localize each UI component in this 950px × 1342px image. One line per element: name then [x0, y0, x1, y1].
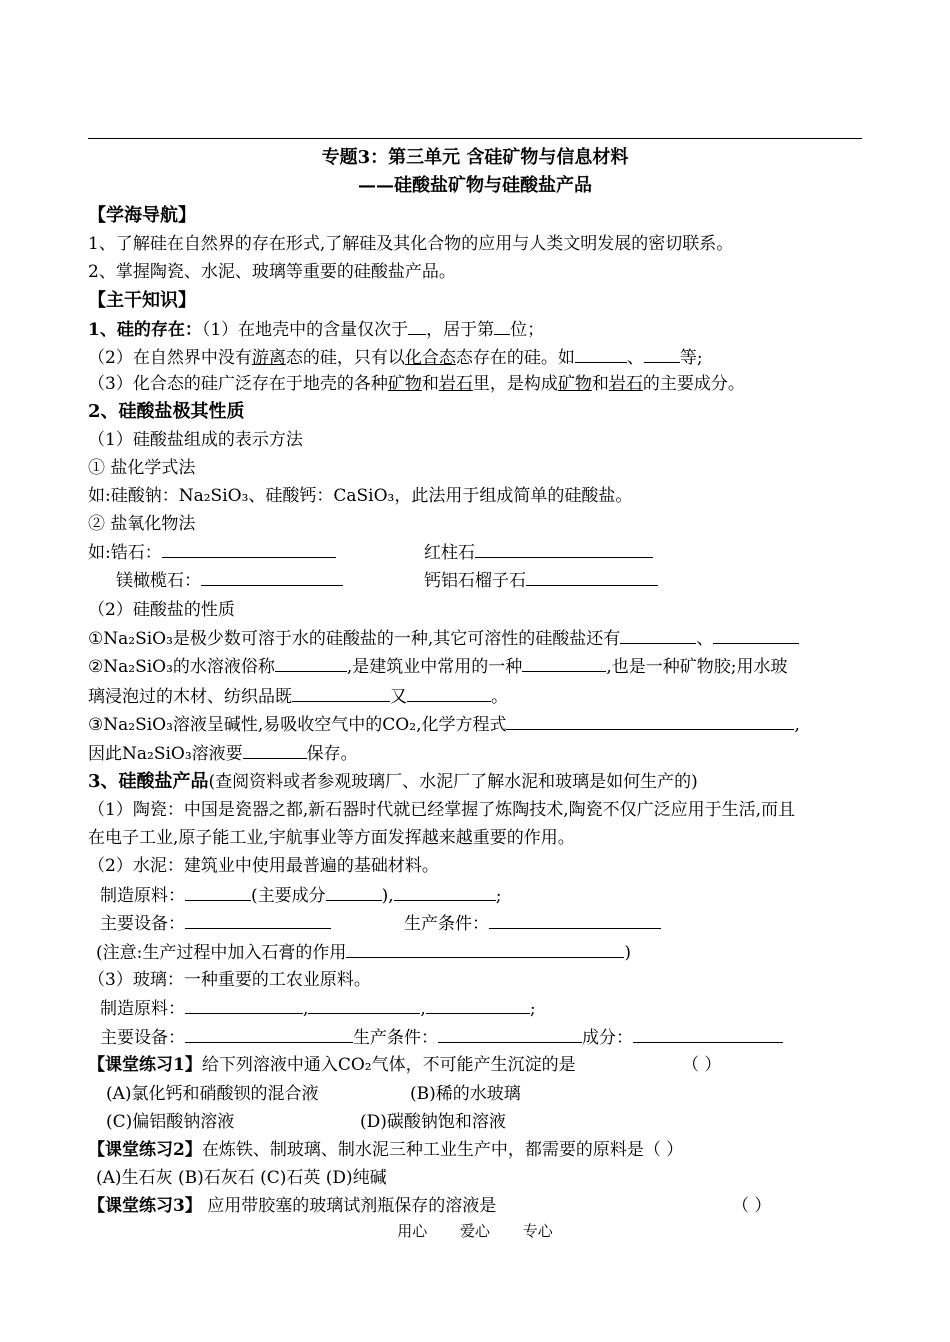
s2-zircon-line [88, 540, 336, 566]
s1-text: 位； [510, 320, 545, 340]
s1-line1 [88, 317, 544, 343]
s3-glass-equip [100, 1025, 783, 1051]
blank [185, 1025, 353, 1043]
s2-example1: 如:硅酸钠：Na₂SiO₃、硅酸钙：CaSiO₃，此法用于组成简单的硅酸盐。 [88, 486, 633, 506]
s2-prop2-cont [88, 684, 508, 710]
blank [185, 911, 331, 929]
nav-heading: 【学海导航】 [88, 205, 196, 226]
exercise-1 [88, 1053, 576, 1079]
blank [275, 654, 347, 672]
s2-olivine: 镁橄榄石： [116, 571, 201, 591]
s1-rock: 岩石 [608, 374, 643, 394]
s2-text: ①Na₂SiO₃是极少数可溶于水的硅酸盐的一种,其它可溶性的硅酸盐还有 [88, 629, 621, 649]
blank [475, 540, 653, 558]
s3-cement: （2）水泥：建筑业中使用最普遍的基础材料。 [88, 856, 439, 876]
s3-ceramic-1: （1）陶瓷：中国是瓷器之都,新石器时代就已经掌握了炼陶技术,陶瓷不仅广泛应用于生活,而且 [88, 800, 796, 820]
s2-text: ,是建筑业中常用的一种 [346, 657, 523, 677]
answer-paren: （ ） [732, 1196, 772, 1216]
s3-gypsum [96, 940, 631, 966]
title-sub: ——硅酸盐矿物与硅酸盐产品 [358, 175, 592, 196]
blank [292, 684, 390, 702]
exercise-question: 给下列溶液中通入CO₂气体，不可能产生沉淀的是 [201, 1055, 576, 1075]
s3-text: 成分： [582, 1028, 633, 1048]
s1-text: （3）化合态的硅广泛存在于地壳的各种 [88, 374, 388, 394]
blank [346, 940, 624, 958]
s2-text: ③Na₂SiO₃溶液呈碱性,易吸收空气中的CO₂,化学方程式 [88, 715, 507, 735]
s1-text: 和 [591, 374, 609, 394]
s2-sub1: （1）硅酸盐组成的表示方法 [88, 430, 303, 450]
s2-text: 。 [491, 687, 508, 707]
blank [438, 1025, 582, 1043]
s3-cement-raw [100, 883, 501, 909]
s3-text: (主要成分 [251, 886, 326, 906]
exercise-3 [88, 1194, 496, 1220]
footer-motto: 用心 爱心 专心 [397, 1222, 553, 1240]
nav-item-1: 1、了解硅在自然界的存在形式,了解硅及其化合物的应用与人类文明发展的密切联系。 [88, 234, 734, 254]
s2-garnet: 钙铝石榴子石 [424, 571, 526, 591]
s1-text: 态存在的硅。如 [455, 348, 575, 368]
blank [506, 712, 794, 730]
blank [713, 626, 799, 644]
s1-text: 的主要成分。 [642, 374, 745, 394]
s3-title-line [88, 770, 698, 796]
s3-cement-equip [100, 911, 331, 937]
blank [394, 883, 496, 901]
s2-prop2 [88, 654, 787, 680]
s3-text: , [303, 999, 309, 1019]
s2-andalusite-line [424, 540, 653, 566]
s1-text: 、 [626, 348, 644, 368]
blank [494, 317, 510, 335]
s1-text: 里，是构成 [472, 374, 558, 394]
s2-olivine-line [116, 568, 343, 594]
s2-title: 2、硅酸盐极其性质 [88, 401, 245, 422]
s2-prop1 [88, 626, 799, 652]
s2-method2: ② 盐氧化物法 [88, 514, 196, 534]
s3-text: ; [529, 999, 536, 1019]
exercise-question: 在炼铁、制玻璃、制水泥三种工业生产中，都需要的原料是（ ） [201, 1140, 684, 1160]
blank [489, 911, 661, 929]
ex1-option-d: (D)碳酸钠饱和溶液 [360, 1112, 506, 1132]
s3-text: ) [624, 943, 631, 963]
s1-text: 和 [421, 374, 439, 394]
exercise-label: 【课堂练习1】 [88, 1055, 202, 1075]
s2-sub2: （2）硅酸盐的性质 [88, 600, 235, 620]
header-rule [88, 138, 862, 139]
blank [185, 996, 303, 1014]
blank [243, 741, 307, 759]
s2-text: 保存。 [306, 744, 358, 764]
s3-text: ), [381, 886, 394, 906]
blank [185, 883, 251, 901]
s2-text: ②Na₂SiO₃的水溶液俗称 [88, 657, 275, 677]
nav-item-2: 2、掌握陶瓷、水泥、玻璃等重要的硅酸盐产品。 [88, 262, 456, 282]
s3-title: 3、硅酸盐产品 [88, 771, 209, 792]
main-heading: 【主干知识】 [88, 290, 196, 311]
s3-text: 主要设备： [100, 1028, 185, 1048]
ex1-option-b: (B)稀的水玻璃 [410, 1084, 521, 1104]
s3-note: (查阅资料或者参观玻璃厂、水泥厂了解水泥和玻璃是如何生产的) [208, 772, 698, 792]
s3-text: ; [495, 886, 502, 906]
s2-prop3-cont [88, 741, 358, 767]
s2-zircon: 如:锆石： [88, 543, 162, 563]
s3-text: , [420, 999, 426, 1019]
s3-glass: （3）玻璃：一种重要的工农业原料。 [88, 970, 371, 990]
s1-mineral: 矿物 [557, 374, 592, 394]
s3-text: 生产条件： [353, 1028, 438, 1048]
s1-text: （2）在自然界中没有 [88, 348, 252, 368]
s1-text: 等; [679, 348, 703, 368]
blank [426, 996, 530, 1014]
exercise-question: 应用带胶塞的玻璃试剂瓶保存的溶液是 [201, 1196, 497, 1216]
ex1-option-c: (C)偏铝酸钠溶液 [106, 1112, 235, 1132]
s2-garnet-line [424, 568, 658, 594]
exercise-label: 【课堂练习2】 [88, 1140, 202, 1160]
exercise-label: 【课堂练习3】 [88, 1196, 202, 1216]
blank [201, 568, 343, 586]
s3-text: 制造原料： [100, 886, 185, 906]
blank [408, 317, 426, 335]
blank [633, 1025, 783, 1043]
s2-text: 又 [390, 687, 407, 707]
s3-cement-cond [404, 911, 661, 937]
s1-text: （1）在地壳中的含量仅次于 [201, 320, 409, 340]
s2-andalusite: 红柱石 [424, 543, 475, 563]
s2-text: 因此Na₂SiO₃溶液要 [88, 744, 243, 764]
s2-text: 璃浸泡过的木材、纺织品既 [88, 687, 292, 707]
ex2-options: (A)生石灰 (B)石灰石 (C)石英 (D)纯碱 [96, 1168, 387, 1188]
answer-paren: （ ） [682, 1055, 722, 1075]
s2-method1: ① 盐化学式法 [88, 458, 196, 478]
s1-mineral: 矿物 [387, 374, 422, 394]
s3-glass-raw [100, 996, 536, 1022]
title-main: 专题3：第三单元 含硅矿物与信息材料 [321, 147, 629, 168]
blank [326, 883, 382, 901]
s2-text: , [794, 715, 800, 735]
s1-combined-state: 化合态 [404, 348, 456, 368]
s3-ceramic-2: 在电子工业,原子能工业,宇航事业等方面发挥越来越重要的作用。 [88, 828, 575, 848]
s3-text: 制造原料： [100, 999, 185, 1019]
s1-free-state: 游离 [251, 348, 286, 368]
s2-text: ,也是一种矿物胶;用水玻 [606, 657, 788, 677]
s1-line2 [88, 345, 703, 371]
s3-text: 主要设备： [100, 914, 185, 934]
blank [162, 540, 336, 558]
blank [407, 684, 491, 702]
s1-title: 1、硅的存在： [88, 320, 202, 340]
s1-text: ，居于第 [426, 320, 495, 340]
s1-rock: 岩石 [438, 374, 473, 394]
s1-line3 [88, 372, 745, 398]
blank [308, 996, 420, 1014]
blank [526, 568, 658, 586]
blank [575, 345, 627, 363]
s1-text: 态的硅，只有以 [285, 348, 405, 368]
s2-text: 、 [696, 629, 714, 649]
blank [620, 626, 696, 644]
s3-text: (注意:生产过程中加入石膏的作用 [96, 943, 347, 963]
blank [522, 654, 606, 672]
blank [644, 345, 680, 363]
exercise-2 [88, 1138, 683, 1164]
s2-prop3 [88, 712, 800, 738]
s3-text: 生产条件： [404, 914, 489, 934]
ex1-option-a: (A)氯化钙和硝酸钡的混合液 [106, 1084, 319, 1104]
